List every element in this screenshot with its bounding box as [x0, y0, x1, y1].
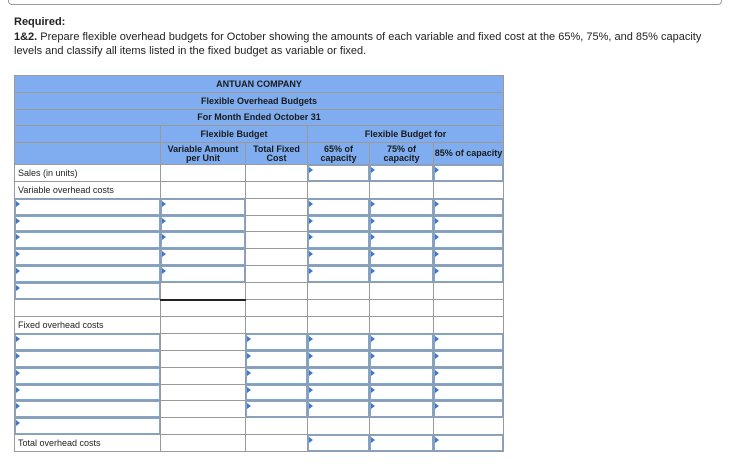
header-blank [15, 126, 161, 143]
fixed-65-input[interactable] [308, 367, 370, 384]
variable-cost-name-input[interactable] [15, 232, 161, 249]
col-total-fixed-cost: Total Fixed Cost [246, 143, 308, 165]
flexible-budget-header: Flexible Budget [161, 126, 308, 143]
fixed-75-input[interactable] [370, 401, 434, 418]
empty-cell [246, 198, 308, 215]
fixed-85-input[interactable] [434, 384, 504, 401]
company-name: ANTUAN COMPANY [15, 76, 504, 93]
total-fixed-label-input[interactable] [15, 418, 161, 435]
empty-cell [434, 317, 504, 334]
required-heading: Required: [14, 16, 66, 28]
empty-cell [161, 317, 246, 334]
fixed-total-input[interactable] [246, 350, 308, 367]
report-title: Flexible Overhead Budgets [15, 92, 504, 109]
empty-cell [308, 317, 370, 334]
empty-cell [308, 181, 370, 198]
requirement-text [14, 30, 714, 58]
fixed-cost-row [15, 350, 504, 367]
variable-rate-input[interactable] [161, 265, 246, 282]
variable-85-input[interactable] [434, 215, 504, 232]
sales-85-input[interactable] [434, 165, 504, 182]
variable-75-input[interactable] [370, 215, 434, 232]
empty-cell [246, 317, 308, 334]
empty-cell [161, 350, 246, 367]
fixed-cost-name-input[interactable] [15, 334, 161, 351]
variable-75-input[interactable] [370, 232, 434, 249]
sales-65-input[interactable] [308, 165, 370, 182]
fixed-cost-name-input[interactable] [15, 367, 161, 384]
fixed-cost-row [15, 384, 504, 401]
empty-cell [161, 418, 246, 435]
variable-85-input[interactable] [434, 249, 504, 266]
variable-65-input[interactable] [308, 215, 370, 232]
empty-cell [370, 282, 434, 299]
fixed-total-input[interactable] [246, 334, 308, 351]
fixed-total-input[interactable] [246, 367, 308, 384]
fixed-cost-name-input[interactable] [15, 401, 161, 418]
fixed-85-input[interactable] [434, 350, 504, 367]
fixed-cost-name-input[interactable] [15, 384, 161, 401]
fixed-cost-name-input[interactable] [15, 350, 161, 367]
total-overhead-85-input[interactable] [434, 434, 504, 451]
fixed-75-input[interactable] [370, 350, 434, 367]
fixed-cost-row [15, 401, 504, 418]
variable-65-input[interactable] [308, 198, 370, 215]
variable-cost-name-input[interactable] [15, 265, 161, 282]
empty-cell [161, 401, 246, 418]
flexible-budget-worksheet [14, 75, 504, 452]
row-label-sales: Sales (in units) [15, 165, 161, 182]
variable-cost-name-input[interactable] [15, 249, 161, 266]
empty-cell [370, 317, 434, 334]
empty-cell [308, 300, 370, 317]
empty-cell [161, 334, 246, 351]
previous-panel-frame [8, 0, 722, 5]
variable-75-input[interactable] [370, 249, 434, 266]
variable-rate-input[interactable] [161, 249, 246, 266]
fixed-cost-row [15, 334, 504, 351]
fixed-65-input[interactable] [308, 384, 370, 401]
variable-cost-row [15, 215, 504, 232]
empty-cell [308, 418, 370, 435]
empty-cell [246, 181, 308, 198]
total-overhead-65-input[interactable] [308, 434, 370, 451]
flexible-budget-for-header: Flexible Budget for [308, 126, 504, 143]
empty-cell [161, 367, 246, 384]
empty-cell [161, 434, 246, 451]
variable-cost-row [15, 232, 504, 249]
fixed-65-input[interactable] [308, 334, 370, 351]
empty-cell [15, 300, 161, 317]
empty-cell [370, 300, 434, 317]
empty-cell [161, 165, 246, 182]
variable-85-input[interactable] [434, 198, 504, 215]
report-period: For Month Ended October 31 [15, 109, 504, 126]
col-65-capacity: 65% of capacity [308, 143, 370, 165]
col-85-capacity: 85% of capacity [434, 143, 504, 165]
requirement-body: Prepare flexible overhead budgets for October showing the amounts of each variable and fixed cost at the 65%, 75%, and 85% capacity levels and classify all items listed in the fixed budget as variable or fixed. [14, 31, 702, 57]
total-variable-row [15, 282, 504, 299]
variable-rate-input[interactable] [161, 232, 246, 249]
budget-table [14, 75, 504, 452]
header-blank [15, 143, 161, 165]
empty-cell [246, 165, 308, 182]
empty-cell [246, 232, 308, 249]
empty-cell [370, 181, 434, 198]
empty-cell [161, 300, 246, 317]
col-variable-amount-per-unit: Variable Amount per Unit [161, 143, 246, 165]
variable-cost-row [15, 198, 504, 215]
fixed-75-input[interactable] [370, 384, 434, 401]
variable-65-input[interactable] [308, 249, 370, 266]
empty-cell [246, 418, 308, 435]
variable-85-input[interactable] [434, 232, 504, 249]
variable-65-input[interactable] [308, 265, 370, 282]
part-label: 1&2. [14, 31, 38, 43]
fixed-total-input[interactable] [246, 384, 308, 401]
col-75-capacity: 75% of capacity [370, 143, 434, 165]
empty-cell [370, 418, 434, 435]
fixed-65-input[interactable] [308, 401, 370, 418]
variable-75-input[interactable] [370, 265, 434, 282]
fixed-85-input[interactable] [434, 367, 504, 384]
fixed-75-input[interactable] [370, 334, 434, 351]
empty-cell [246, 265, 308, 282]
variable-cost-row [15, 265, 504, 282]
row-label-variable-overhead: Variable overhead costs [15, 181, 161, 198]
variable-rate-input[interactable] [161, 215, 246, 232]
empty-cell [434, 282, 504, 299]
empty-cell [161, 384, 246, 401]
empty-cell [434, 418, 504, 435]
empty-cell [246, 215, 308, 232]
variable-cost-name-input[interactable] [15, 215, 161, 232]
sales-75-input[interactable] [370, 165, 434, 182]
fixed-85-input[interactable] [434, 334, 504, 351]
empty-cell [434, 181, 504, 198]
variable-85-input[interactable] [434, 265, 504, 282]
variable-rate-input[interactable] [161, 198, 246, 215]
variable-cost-name-input[interactable] [15, 198, 161, 215]
empty-cell [246, 249, 308, 266]
total-fixed-row [15, 418, 504, 435]
fixed-total-input[interactable] [246, 401, 308, 418]
total-overhead-75-input[interactable] [370, 434, 434, 451]
row-label-total-overhead: Total overhead costs [15, 434, 161, 451]
empty-cell [246, 282, 308, 299]
fixed-75-input[interactable] [370, 367, 434, 384]
fixed-85-input[interactable] [434, 401, 504, 418]
empty-cell [161, 181, 246, 198]
total-variable-label-input[interactable] [15, 282, 161, 299]
variable-cost-row [15, 249, 504, 266]
empty-cell [246, 434, 308, 451]
empty-cell [434, 300, 504, 317]
fixed-65-input[interactable] [308, 350, 370, 367]
fixed-cost-row [15, 367, 504, 384]
variable-75-input[interactable] [370, 198, 434, 215]
variable-65-input[interactable] [308, 232, 370, 249]
row-label-fixed-overhead: Fixed overhead costs [15, 317, 161, 334]
rate-total-cell [161, 282, 246, 299]
empty-cell [308, 282, 370, 299]
empty-cell [246, 300, 308, 317]
